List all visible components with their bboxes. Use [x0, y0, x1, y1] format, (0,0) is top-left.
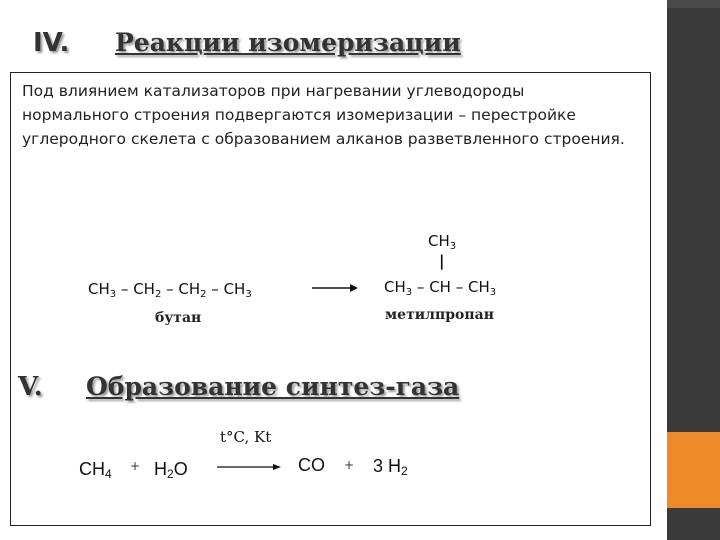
butane-formula: $CH_3 - CH_2 - CH_2 - CH_3$ — [88, 280, 252, 300]
methane-formula: $CH_4$ — [79, 459, 112, 481]
section-5-title: Образование синтез-газа — [86, 372, 460, 401]
plus-sign-2: + — [344, 458, 355, 472]
paragraph-line-1: Под влиянием катализаторов при нагревании углеводороды — [22, 82, 525, 100]
paragraph-line-2: нормального строения подвергаются изомеризации – перестройке — [22, 106, 576, 124]
carbon-monoxide-formula: CO — [298, 455, 325, 475]
methyl-branch: $CH_3$ — [428, 232, 457, 252]
sidebar-accent-block — [667, 432, 720, 508]
sidebar-top-strip — [667, 0, 720, 8]
intro-paragraph — [22, 79, 642, 151]
section-4-title: Реакции изомеризации — [115, 28, 461, 57]
reaction-conditions: t°C, Kt — [220, 428, 272, 446]
reaction-arrow-2 — [217, 462, 281, 472]
methylpropane-name: метилпропан — [385, 307, 494, 323]
section-5-number: V. — [18, 372, 43, 402]
methylpropane-formula: $CH_3$ – CH – $CH_3$ — [384, 278, 497, 298]
section-4-number: IV. — [33, 28, 70, 58]
butane-name: бутан — [155, 310, 202, 326]
water-formula: $H_2O$ — [154, 459, 188, 481]
reaction-arrow-1 — [312, 282, 358, 294]
hydrogen-formula: 3 $H_2$ — [373, 456, 408, 478]
right-sidebar — [667, 0, 720, 540]
plus-sign-1: + — [130, 459, 141, 473]
branch-bond: | — [439, 252, 445, 270]
paragraph-line-3: углеродного скелета с образованием алканов разветвленного строения. — [22, 130, 625, 148]
